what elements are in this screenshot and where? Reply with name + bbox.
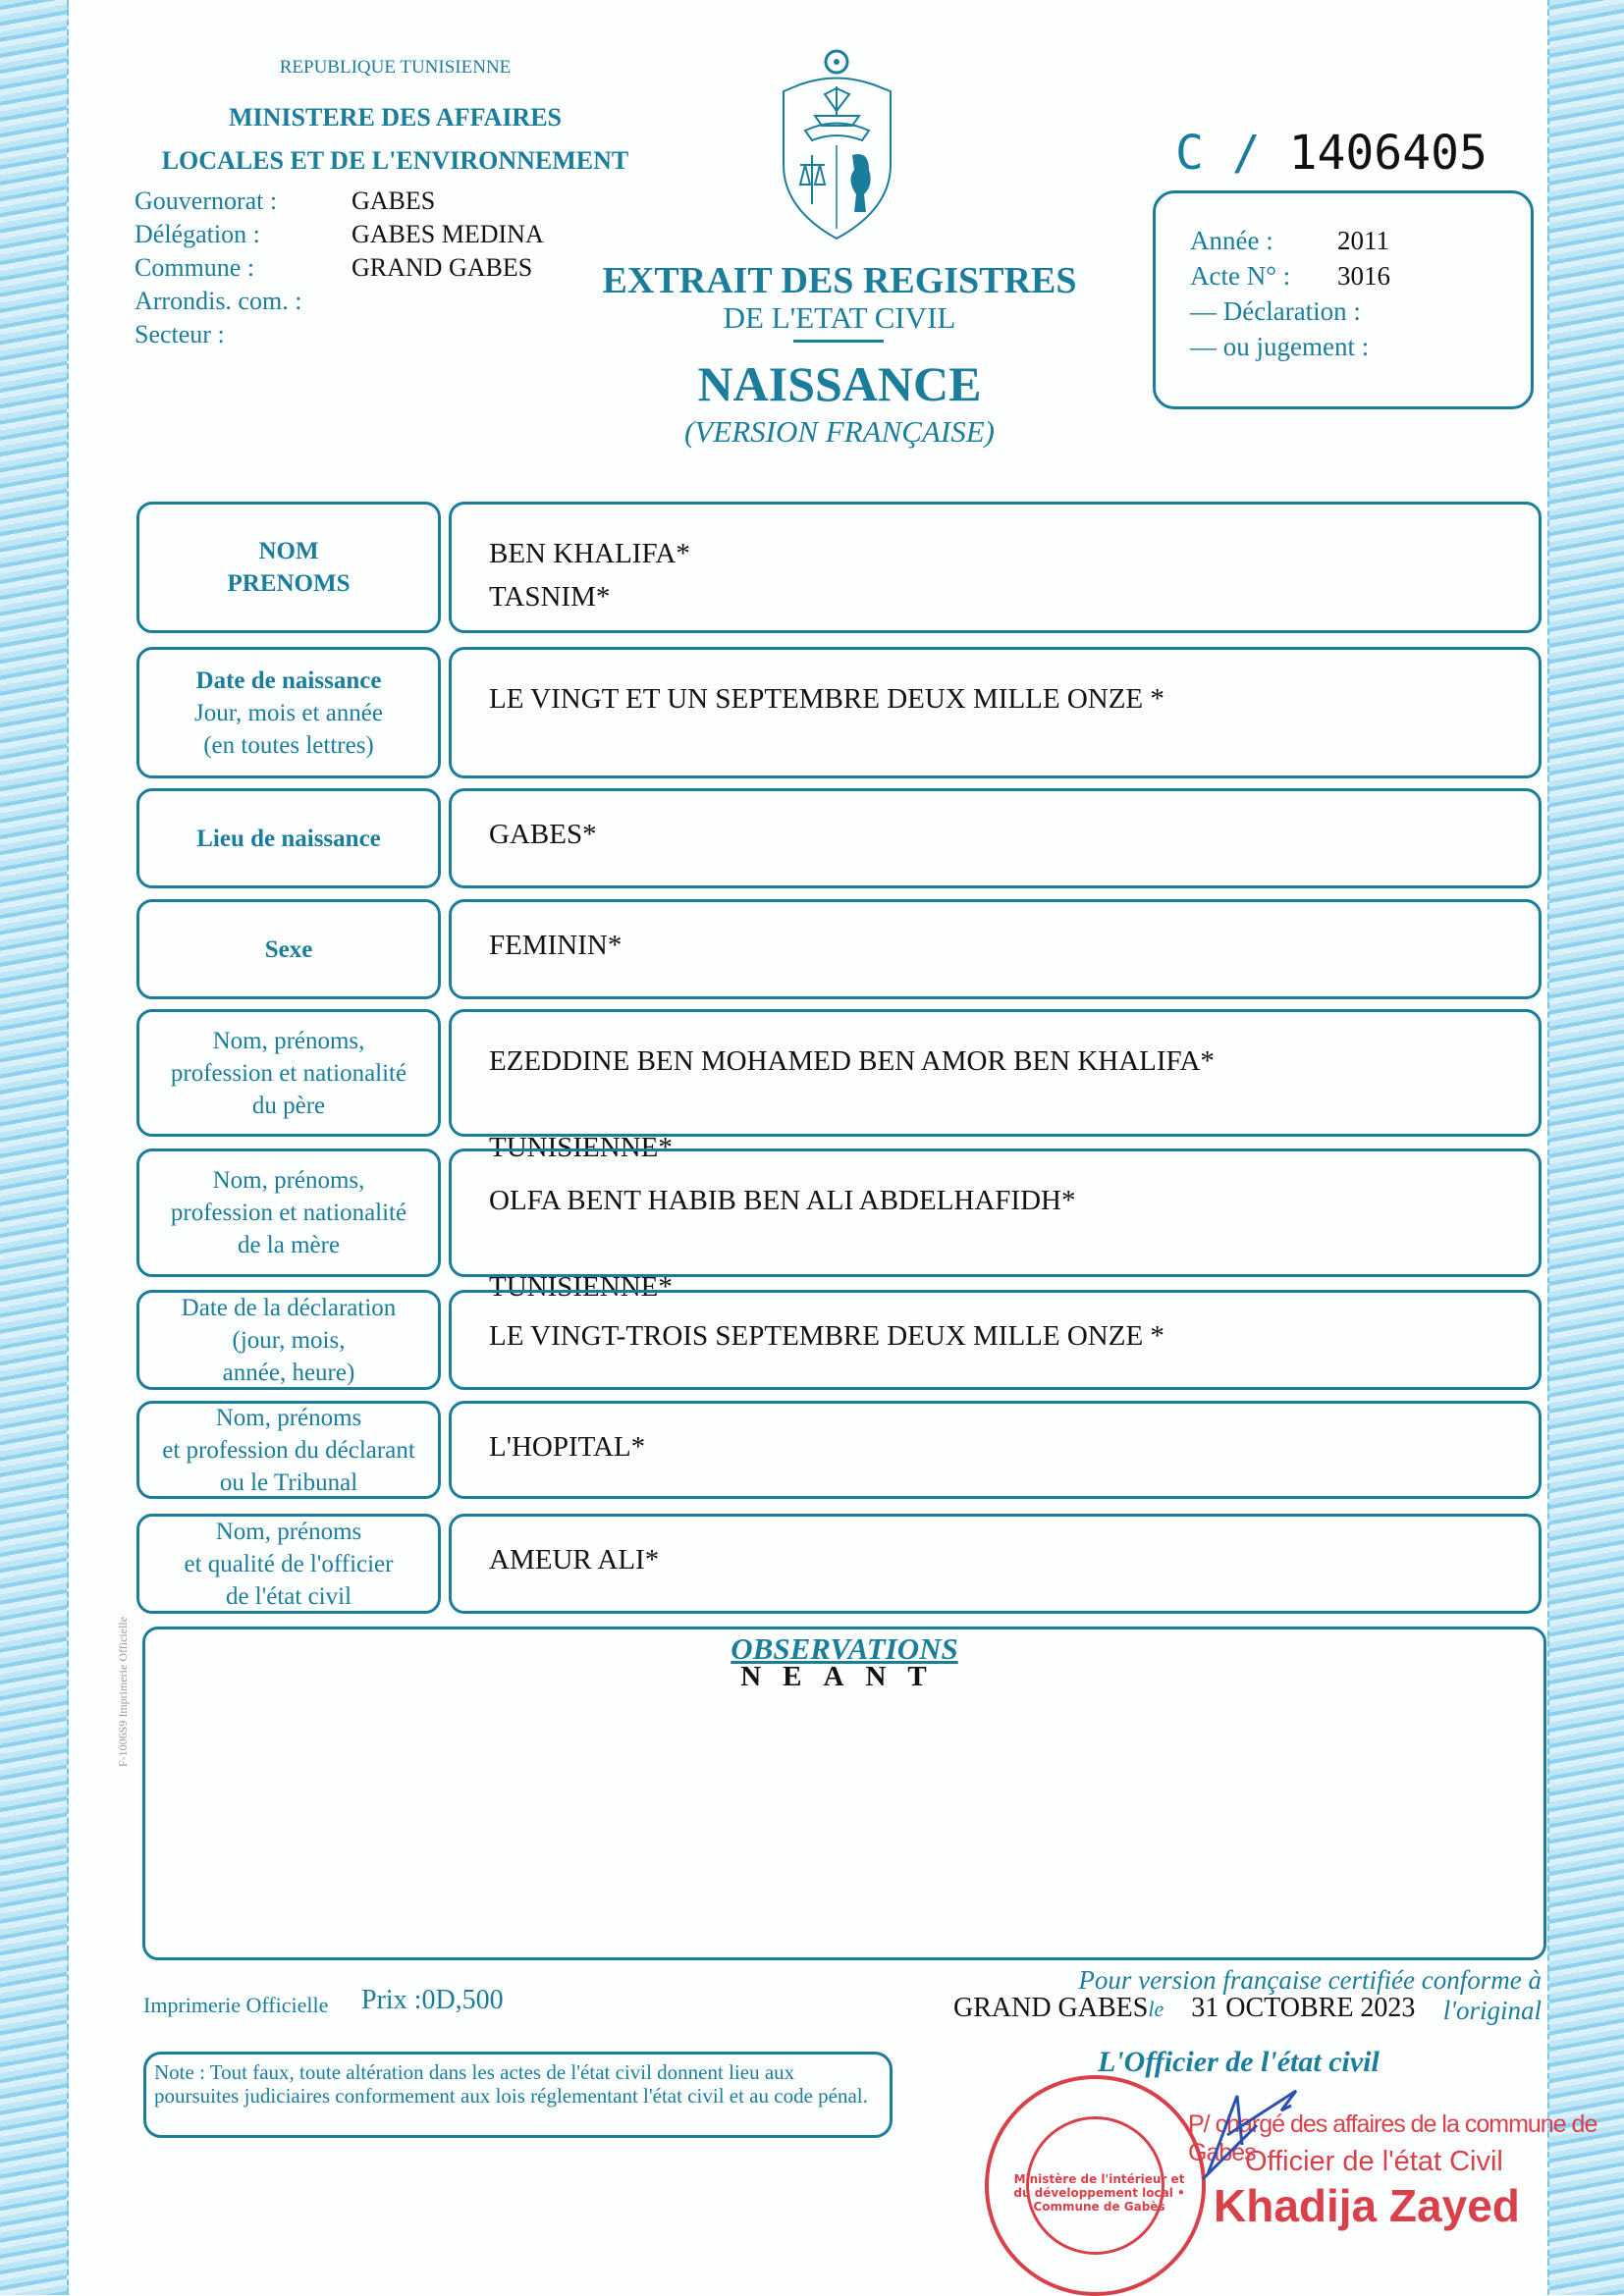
price-label: Prix :0D,500: [361, 1985, 504, 2015]
document-type: NAISSANCE: [697, 356, 982, 411]
row-value: OLFA BENT HABIB BEN ALI ABDELHAFIDH* TUNISIENNE*: [449, 1148, 1542, 1277]
row-label-text: Nom, prénoms et qualité de l'officier de l'état civil: [184, 1518, 394, 1610]
delegation-value: GABES MEDINA: [352, 220, 544, 248]
title-divider: [793, 340, 884, 343]
act-info-box: [1153, 190, 1534, 409]
row-label: [136, 1401, 441, 1499]
serial-number: [1175, 126, 1488, 181]
declaration-label: — Déclaration :: [1190, 296, 1361, 326]
decorative-border-right: [1547, 0, 1624, 2295]
certification-text: Pour version française certifiée conforme à l'original: [1078, 1965, 1542, 2025]
row-value: GABES*: [449, 788, 1542, 888]
admin-values: [352, 185, 544, 285]
stamp-line2: Officier de l'état Civil: [1245, 2146, 1503, 2177]
row-label: [136, 899, 441, 999]
secteur-label: Secteur :: [135, 320, 225, 348]
row-value: EZEDDINE BEN MOHAMED BEN AMOR BEN KHALIFA* TUNISIENNE*: [449, 1009, 1542, 1137]
ministry-line1: MINISTERE DES AFFAIRES: [228, 103, 563, 132]
row-value: L'HOPITAL*: [449, 1401, 1542, 1499]
legal-note: Note : Tout faux, toute altération dans les actes de l'état civil donnent lieu aux poursuites judiciaires conformement aux lois réglementant l'état civil et au code pénal.: [143, 2052, 893, 2138]
officer-title: L'Officier de l'état civil: [1098, 2046, 1380, 2078]
row-value: LE VINGT ET UN SEPTEMBRE DEUX MILLE ONZE *: [449, 647, 1542, 778]
le-label: le: [1148, 1997, 1164, 2021]
date-value: 31 OCTOBRE 2023: [1191, 1993, 1416, 2023]
observations-title: OBSERVATIONS: [731, 1631, 958, 1666]
document-subtitle: DE L'ETAT CIVIL: [723, 300, 956, 335]
jugement-label: — ou jugement :: [1190, 332, 1370, 361]
acte-label: Acte N° :: [1190, 261, 1291, 291]
document-title: EXTRAIT DES REGISTRES: [602, 260, 1077, 301]
row-label: [136, 1009, 441, 1137]
ministry-label: [147, 96, 643, 183]
row-label-text: Jour, mois et année (en toutes lettres): [193, 699, 383, 759]
row-label-text: Nom, prénoms, profession et nationalité du père: [170, 1027, 407, 1119]
row-label-text: Nom, prénoms, profession et nationalité de la mère: [170, 1167, 407, 1258]
admin-labels: [135, 185, 301, 351]
row-label-text: Nom, prénoms et profession du déclarant ou le Tribunal: [162, 1404, 415, 1496]
observations-box: [142, 1627, 1546, 1960]
row-label: [136, 1148, 441, 1277]
row-label: [136, 647, 441, 778]
row-value: LE VINGT-TROIS SEPTEMBRE DEUX MILLE ONZE *: [449, 1290, 1542, 1390]
ministry-line2: LOCALES ET DE L'ENVIRONNEMENT: [161, 146, 629, 175]
observations-value: NEANT: [740, 1661, 948, 1692]
row-value: FEMININ*: [449, 899, 1542, 999]
row-label: [136, 1290, 441, 1390]
row-label: [136, 1514, 441, 1614]
stamp-line1: P/ chargé des affaires de la commune de Gabes: [1188, 2110, 1597, 2166]
serial-value: 1406405: [1288, 126, 1488, 181]
row-label: [136, 788, 441, 888]
commune-label: Commune :: [135, 253, 255, 282]
officer-name: Khadija Zayed: [1214, 2180, 1520, 2231]
row-label-text: Date de la déclaration (jour, mois, année, heure): [181, 1294, 397, 1386]
row-label-text: NOM PRENOMS: [227, 538, 351, 597]
coat-of-arms-icon: [776, 47, 898, 243]
acte-value: 3016: [1337, 261, 1390, 291]
place-value: GRAND GABES: [953, 1993, 1149, 2023]
gouvernorat-label: Gouvernorat :: [135, 187, 278, 215]
commune-value: GRAND GABES: [352, 253, 533, 282]
delegation-label: Délégation :: [135, 220, 260, 248]
place-date: [953, 1993, 1415, 2024]
version-label: (VERSION FRANÇAISE): [684, 414, 995, 449]
row-label-bold: Date de naissance: [195, 667, 382, 694]
row-label: [136, 502, 441, 633]
annee-label: Année :: [1190, 226, 1273, 255]
serial-prefix: C /: [1175, 126, 1261, 181]
row-label-text: Sexe: [264, 935, 313, 963]
official-stamp: [985, 2075, 1206, 2296]
signature: [1198, 2086, 1306, 2184]
printer-label: Imprimerie Officielle: [143, 1993, 329, 2017]
stamp-ring-text: Ministère de l'intérieur et du développement local • Commune de Gabès: [1013, 2172, 1185, 2214]
republic-label: REPUBLIQUE TUNISIENNE: [279, 57, 512, 78]
annee-value: 2011: [1337, 226, 1389, 255]
gouvernorat-value: GABES: [352, 187, 436, 215]
side-print-code: F-1006S9 Imprimerie Officielle: [116, 1616, 130, 1767]
row-value: AMEUR ALI*: [449, 1514, 1542, 1614]
row-label-text: Lieu de naissance: [196, 825, 381, 852]
decorative-border-left: [0, 0, 69, 2295]
row-value: BEN KHALIFA* TASNIM*: [449, 502, 1542, 633]
arrondissement-label: Arrondis. com. :: [135, 287, 302, 315]
